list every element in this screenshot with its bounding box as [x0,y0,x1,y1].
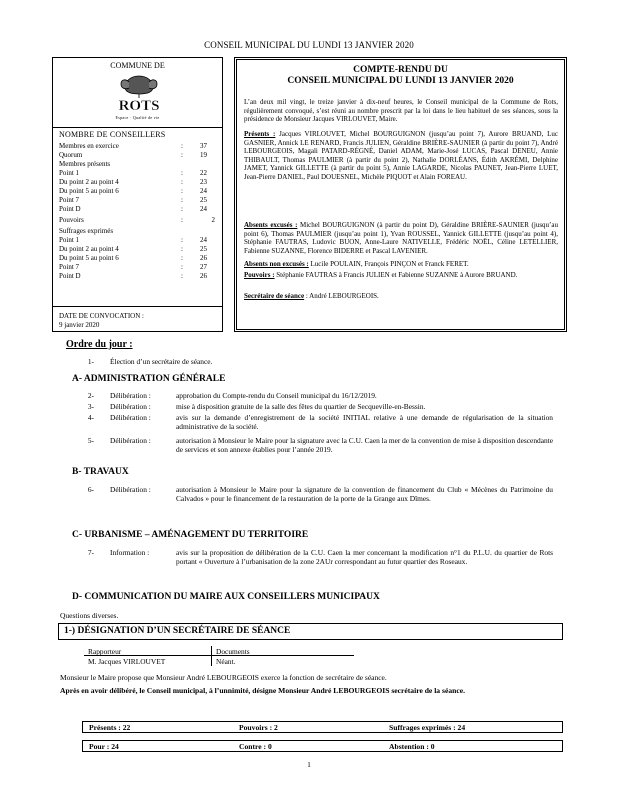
non-excuses-paragraph: Absents non excusés : Lucile POULAIN, François PINÇON et Franck FERET. [244,260,469,268]
pouvoirs-count: Pouvoirs : 2 [239,723,278,732]
compte-rendu-subtitle: CONSEIL MUNICIPAL DU LUNDI 13 JANVIER 2020 [287,76,514,86]
stat-row: Membres présents [59,160,111,168]
svg-text:ROTS: ROTS [118,98,160,114]
divider [84,655,354,656]
agenda-item: 7- Information : avis sur la proposition de délibération de la C.U. Caen la mer concernant la modification n°1 du P.L.U. du quartier de Rots portant « Ouverture à l’urbanisation de la zone 2AUr correspondant au futur quartier des Roseaux. [87,548,553,566]
stat-row: Point D : 26 [59,272,207,280]
section-a-title: A- ADMINISTRATION GÉNÉRALE [72,374,226,384]
stat-row: Quorum : 19 [59,151,207,159]
convocation-label: DATE DE CONVOCATION : [59,312,144,320]
agenda-title: Ordre du jour : [66,339,133,350]
section-b-title: B- TRAVAUX [72,467,129,477]
proposal-paragraph: Monsieur le Maire propose que Monsieur André LEBOURGEOIS exerce la fonction de secrétaire de séance. [60,673,387,682]
stat-row: Du point 2 au point 4 : 23 [59,178,207,186]
stat-row: Pouvoirs : 2 [59,216,215,224]
suffrages-count: Suffrages exprimés : 24 [389,723,466,732]
questions-diverses: Questions diverses. [60,611,119,620]
compte-rendu-title: COMPTE-RENDU DU [353,65,448,75]
commune-label: COMMUNE DE [110,61,165,70]
stat-row: Du point 2 au point 4 : 25 [59,245,207,253]
contre-count: Contre : 0 [239,742,272,751]
pour-count: Pour : 24 [89,742,119,751]
rapporteur-label: Rapporteur [88,647,122,656]
section-1-title: 1-) DÉSIGNATION D’UN SECRÉTAIRE DE SÉANCE [58,623,563,640]
conseillers-title: NOMBRE DE CONSEILLERS [59,130,166,139]
intro-paragraph: L’an deux mil vingt, le treize janvier à dix-neuf heures, le Conseil municipal de la Commune de Rots, régulièrement convoqué, s’est réuni au nombre prescrit par la loi dans le lieu habituel de ses séances, sous la présidence de Monsieur Jacques VIRLOUVET, Maire. [244,98,558,124]
decision-paragraph: Après en avoir délibéré, le Conseil municipal, à l’unnimité, désigne Monsieur André LEBOURGEOIS secrétaire de la séance. [60,686,465,695]
stat-row: Point D : 24 [59,205,207,213]
stat-row: Point 1 : 22 [59,169,207,177]
abstention-count: Abstention : 0 [389,742,435,751]
vote-box-attendance [82,721,563,733]
section-d-title: D- COMMUNICATION DU MAIRE AUX CONSEILLERS MUNICIPAUX [72,592,380,602]
stat-row: Suffrages exprimés [59,227,114,235]
documents-label: Documents [216,647,250,656]
stat-row: Point 1 : 24 [59,236,207,244]
stat-row: Point 7 : 25 [59,196,207,204]
header-title: CONSEIL MUNICIPAL DU LUNDI 13 JANVIER 2020 [204,40,414,50]
convocation-date: 9 janvier 2020 [59,321,100,329]
rots-logo [111,72,167,116]
stat-row: Du point 5 au point 6 : 24 [59,187,207,195]
rapporteur-name: M. Jacques VIRLOUVET [88,657,166,666]
excuses-paragraph: Absents excusés : Michel BOURGUIGNON (à partir du point D), Géraldine BRIÈRE-SAUNIER (jusqu’au point 6), Thomas PAULMIER (jusqu’au point 1), Yvan ROUSSEL, Yannick GILLETTE (jusqu’au point 4), Stéphanie FAUTRAS, Ludovic BUON, Anne-Laure NATIVELLE, Frédéric NOËL, Céline LETELLIER, Fabienne SUZANNE, Florence BIDERRE et Pascal LAVENIER. [244,221,558,255]
divider [211,646,212,666]
vote-box-result [82,740,563,752]
agenda-item: 3- Délibération : mise à disposition gratuite de la salle des fêtes du quartier de Secqueville-en-Bessin. [87,402,426,411]
page-number: 1 [307,760,311,769]
stat-row: Point 7 : 27 [59,263,207,271]
agenda-item: 6- Délibération : autorisation à Monsieur le Maire pour la signature de la convention de financement du Club « Mécènes du Patrimoine du Calvados » pour le financement de la restauration de la porte de la Grange aux Dîmes. [87,485,553,503]
stat-row: Du point 5 au point 6 : 26 [59,254,207,262]
agenda-item: 5- Délibération : autorisation à Monsieur le Maire pour la signature avec la C.U. Caen la mer de la convention de mise à disposition descendante de services et son annexe établies pour l’année 2019. [87,436,554,454]
agenda-item: 4- Délibération : avis sur la demande d’enregistrement de la société INITIAL relative à une demande de régularisation de la situation administrative de la société. [87,413,553,431]
documents-value: Néant. [216,657,236,666]
stat-row: Membres en exercice : 37 [59,142,207,150]
pouvoirs-paragraph: Pouvoirs : Stéphanie FAUTRAS à Francis JULIEN et Fabienne SUZANNE à Aurore BRUAND. [244,271,518,279]
presents-paragraph: Présents : Jacques VIRLOUVET, Michel BOURGUIGNON (jusqu’au point 7), Aurore BRUAND, Luc GASNIER, Annick LE RENARD, Francis JULIEN, Géraldine BRIÈRE-SAUNIER (à partir du point 7), André LEBOURGEOIS, Magali PATARD-RÉGNÉ, Daniel ADAM, Marie-José LUCAS, Pascal DENEU, Annie THIBAULT, Thomas PAULMIER (à partir du point 2), Nathalie DORLÉANS, Édith AKRÉMI, Delphine JAMET, Yannick GILLETTE (à partir du point 5), Annie LAGARDE, Nicolas PAUNET, Jean-Pierre LUET, Jean-Pierre DANIEL, Paul DOUESNEL, Michèle PIQUOT et Alain FOREAU. [244,130,558,181]
agenda-item: 2- Délibération : approbation du Compte-rendu du Conseil municipal du 16/12/2019. [87,391,377,400]
secretaire-paragraph: Secrétaire de séance : André LEBOURGEOIS. [244,292,379,300]
commune-info-box [52,57,223,332]
agenda-item: 1- Élection d’un secrétaire de séance. [87,357,213,366]
divider [53,306,222,307]
logo-tagline: Espace · Qualité de vie [115,115,160,120]
presents-count: Présents : 22 [89,723,131,732]
compte-rendu-box [234,57,567,332]
section-c-title: C- URBANISME – AMÉNAGEMENT DU TERRITOIRE [72,530,309,540]
divider [53,127,222,128]
